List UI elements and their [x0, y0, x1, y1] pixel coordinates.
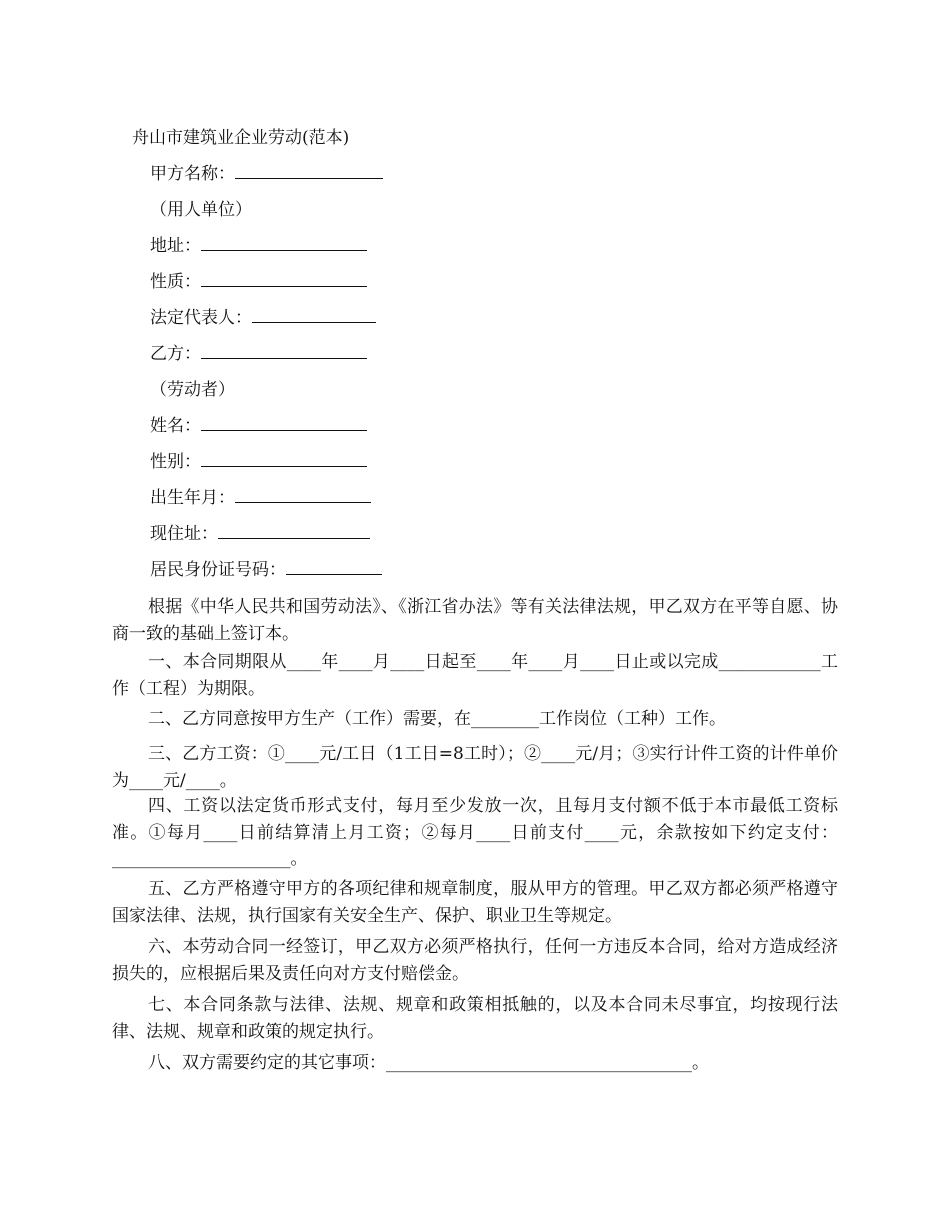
- id-number-field: [150, 558, 382, 582]
- gender-blank[interactable]: [201, 450, 367, 467]
- paragraph-clause-5: 五、乙方严格遵守甲方的各项纪律和规章制度，服从甲方的管理。甲乙双方都必须严格遵守国家法律、法规，执行国家有关安全生产、保护、职业卫生等规定。: [112, 879, 838, 926]
- paragraph-clause-8: 八、双方需要约定的其它事项：____________________________________。: [148, 1053, 709, 1073]
- party-b-blank[interactable]: [201, 342, 367, 359]
- name-label: 姓名：: [150, 416, 201, 436]
- party-b-field: [150, 342, 367, 366]
- nature-label: 性质：: [150, 272, 201, 292]
- gender-label: 性别：: [150, 452, 201, 472]
- current-address-field: [150, 522, 370, 546]
- id-number-blank[interactable]: [286, 558, 382, 575]
- employer-note: （用人单位）: [150, 200, 252, 220]
- nature-field: [150, 270, 367, 294]
- party-a-name-field: [150, 162, 383, 186]
- party-a-name-label: 甲方名称：: [150, 164, 235, 184]
- name-field: [150, 414, 367, 438]
- address-blank[interactable]: [201, 234, 367, 251]
- paragraph-clause-6: 六、本劳动合同一经签订，甲乙双方必须严格执行，任何一方违反本合同，给对方造成经济损失的，应根据后果及责任向对方支付赔偿金。: [112, 937, 838, 984]
- paragraph-clause-7: 七、本合同条款与法律、法规、规章和政策相抵触的，以及本合同未尽事宜，均按现行法律、法规、规章和政策的规定执行。: [112, 995, 838, 1042]
- party-b-label: 乙方：: [150, 344, 201, 364]
- party-a-name-blank[interactable]: [235, 162, 383, 179]
- current-address-blank[interactable]: [218, 522, 370, 539]
- paragraph-clause-2: 二、乙方同意按甲方生产（工作）需要，在________工作岗位（工种）工作。: [148, 709, 726, 729]
- legal-rep-blank[interactable]: [252, 306, 376, 323]
- address-label: 地址：: [150, 236, 201, 256]
- name-blank[interactable]: [201, 414, 367, 431]
- birth-blank[interactable]: [235, 486, 371, 503]
- gender-field: [150, 450, 367, 474]
- paragraph-preamble: 根据《中华人民共和国劳动法》、《浙江省办法》等有关法律法规，甲乙双方在平等自愿、协商一致的基础上签订本。: [112, 597, 838, 644]
- birth-field: [150, 486, 371, 510]
- document-title: 舟山市建筑业企业劳动(范本): [132, 128, 350, 148]
- legal-rep-field: [150, 306, 376, 330]
- paragraph-clause-4: 四、工资以法定货币形式支付，每月至少发放一次，且每月支付额不低于本市最低工资标准。①每月____日前结算清上月工资；②每月____日前支付____元，余款按如下约定支付：_____________________。: [112, 796, 838, 869]
- current-address-label: 现住址：: [150, 524, 218, 544]
- address-field: [150, 234, 367, 258]
- id-number-label: 居民身份证号码：: [150, 560, 286, 580]
- worker-note: （劳动者）: [150, 380, 235, 400]
- paragraph-clause-1: 一、本合同期限从____年____月____日起至____年____月____日止或以完成____________工作（工程）为期限。: [112, 652, 838, 699]
- nature-blank[interactable]: [201, 270, 367, 287]
- paragraph-clause-3: 三、乙方工资：①____元/工日（1工日=8工时）；②____元/月；③实行计件工资的计件单价为____元/____。: [112, 744, 838, 791]
- legal-rep-label: 法定代表人：: [150, 308, 252, 328]
- birth-label: 出生年月：: [150, 488, 235, 508]
